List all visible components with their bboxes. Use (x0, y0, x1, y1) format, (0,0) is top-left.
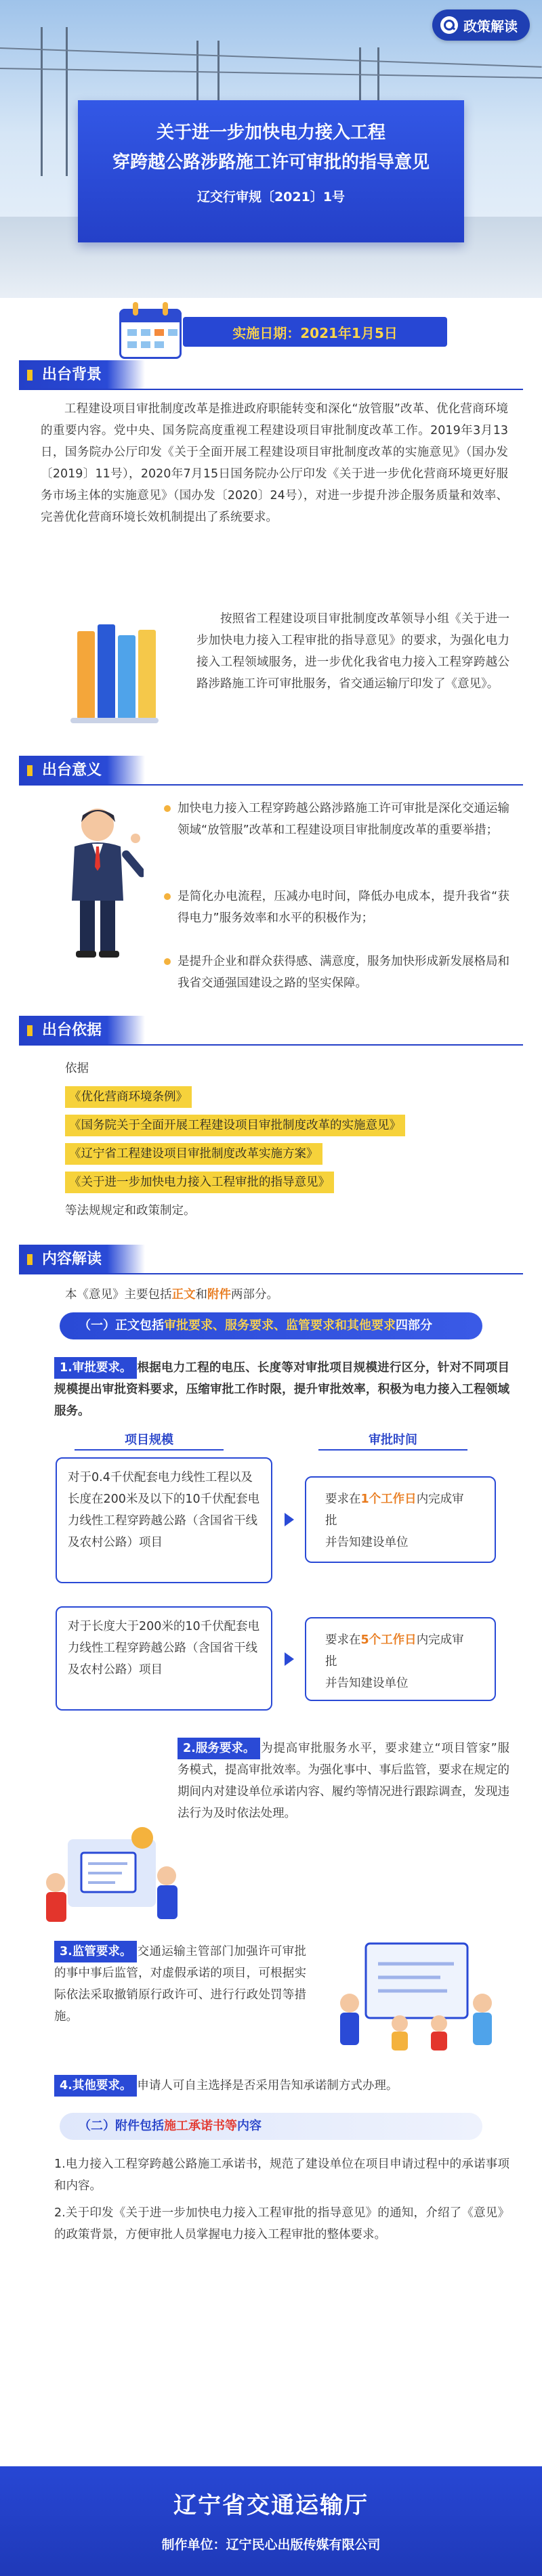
list-item: 是简化办电流程，压减办电时间，降低办电成本，提升我省“获得电力”服务效率和水平的积极作为； (163, 886, 509, 929)
background-paragraph-1: 工程建设项目审批制度改革是推进政府职能转变和深化“放管服”改革、优化营商环境的重要内容。党中央、国务院高度重视工程建设项目审批制度改革工作。2019年3月13日，国务院办公厅印发《关于全面开展工程建设项目审批制度改革的实施意见》（国办发〔2019〕11号），2020年7月15日国务院办公厅印发《关于进一步优化营商环境更好服务市场主体的实施意见》（国办发〔2020〕24号），对进一步提升涉企服务质量和效率、完善优化营商环境长效机制提出了系统要求。 (41, 402, 508, 524)
list-item: 加快电力接入工程穿跨越公路涉路施工许可审批是深化交通运输领域“放管服”改革和工程建设项目审批制度改革的重要举措； (163, 798, 509, 841)
basis-outro: 等法规规定和政策制定。 (65, 1204, 196, 1218)
requirement-approval: 1.审批要求。 根据电力工程的电压、长度等对审批项目规模进行区分，针对不同项目规模提出审批资料要求，压缩审批工作时限，提升审批效率，积极为电力接入工程领域服务。 (54, 1357, 509, 1422)
basis-document: 《优化营商环境条例》 (65, 1086, 192, 1108)
subsection-main-text: （一）正文包括审批要求、服务要求、监管要求和其他要求四部分 (60, 1312, 482, 1339)
section-divider (19, 1044, 523, 1046)
subsection-attachment: （二）附件包括施工承诺书等内容 (60, 2113, 482, 2140)
requirement-supervision: 3.监管要求。 交通运输主管部门加强许可审批的事中事后监管，对虚假承诺的项目，可根据实际依法采取撤销原行政许可、进行行政处罚等措施。 (54, 1941, 306, 2027)
highlight-main-text: 正文 (171, 1288, 196, 1302)
document-number: 辽交行审规〔2021〕1号 (196, 190, 346, 205)
background-paragraph-2: 按照省工程建设项目审批制度改革领导小组《关于进一步加快电力接入工程审批的指导意见》的要求，为强化电力接入工程领域服务，进一步优化我省电力接入工程穿跨越公路涉路施工许可审批服务，省交通运输厅印发了《意见》。 (196, 612, 509, 691)
service-illustration (41, 1815, 190, 1930)
time-box-2: 要求在5个工作日内完成审批 并告知建设单位 (305, 1617, 496, 1701)
requirement-tag: 3.监管要求。 (54, 1941, 137, 1962)
calendar-icon (114, 298, 188, 363)
section-header-basis: 出台依据 (19, 1016, 145, 1046)
footer (0, 2466, 542, 2576)
section-divider (19, 389, 523, 390)
scale-box-2: 对于长度大于200米的10千伏配套电力线性工程穿跨越公路（含国省干线及农村公路）项目 (56, 1606, 272, 1711)
implementation-date: 实施日期：2021年1月5日 (183, 317, 447, 347)
list-item: 是提升企业和群众获得感、满意度，服务加快形成新发展格局和我省交通强国建设之路的坚实保障。 (163, 951, 509, 994)
attachment-item-1: 1.电力接入工程穿跨越公路施工承诺书，规范了建设单位在项目申请过程中的承诺事项和内容。 (54, 2158, 509, 2193)
requirement-tag: 1.审批要求。 (54, 1357, 137, 1379)
section-header-background: 出台背景 (19, 360, 145, 390)
search-icon (440, 16, 458, 34)
column-header-time: 审批时间 (318, 1430, 467, 1448)
section-header-content: 内容解读 (19, 1245, 145, 1274)
hero-banner (0, 0, 542, 298)
footer-producer: 制作单位：辽宁民心出版传媒有限公司 (161, 2537, 381, 2552)
title-card (78, 100, 464, 242)
highlight-attachment: 附件 (207, 1288, 231, 1302)
footer-organization: 辽宁省交通运输厅 (173, 2492, 369, 2519)
arrow-right-icon (285, 1513, 294, 1526)
folders-illustration (75, 618, 163, 719)
page-title-line1: 关于进一步加快电力接入工程 (156, 123, 385, 143)
section-divider (19, 1273, 523, 1274)
requirement-tag: 4.其他要求。 (54, 2075, 137, 2097)
requirement-tag: 2.服务要求。 (178, 1738, 260, 1759)
basis-document: 《辽宁省工程建设项目审批制度改革实施方案》 (65, 1143, 322, 1165)
basis-intro: 依据 (65, 1062, 89, 1075)
policy-tag-label: 政策解读 (463, 18, 518, 35)
power-line-graphic (0, 68, 542, 79)
section-header-significance: 出台意义 (19, 756, 145, 786)
arrow-right-icon (285, 1652, 294, 1666)
page-title-line2: 穿跨越公路涉路施工许可审批的指导意见 (112, 152, 430, 173)
presenter-illustration (56, 799, 144, 962)
basis-document: 《关于进一步加快电力接入工程审批的指导意见》 (65, 1172, 334, 1193)
scale-box-1: 对于0.4千伏配套电力线性工程以及长度在200米及以下的10千伏配套电力线性工程穿跨越公路（含国省干线及农村公路）项目 (56, 1457, 272, 1583)
time-box-1: 要求在1个工作日内完成审批 并告知建设单位 (305, 1476, 496, 1563)
attachment-item-2: 2.关于印发《关于进一步加快电力接入工程审批的指导意见》的通知，介绍了《意见》的政策背景，方便审批人员掌握电力接入工程审批的整体要求。 (54, 2206, 509, 2241)
supervision-illustration (325, 1937, 508, 2052)
content-intro: 本《意见》主要包括正文和附件两部分。 (65, 1288, 278, 1302)
policy-interpretation-tag[interactable] (432, 9, 530, 41)
column-header-scale: 项目规模 (75, 1430, 224, 1448)
requirement-service: 2.服务要求。 为提高审批服务水平，要求建立“项目管家”服务模式，提高审批效率。为强化事中、事后监管，要求在规定的期间内对建设单位承诺内容、履约等情况进行跟踪调查，发现违法行为及时依法处理。 (178, 1738, 509, 1824)
requirement-other: 4.其他要求。 申请人可自主选择是否采用告知承诺制方式办理。 (54, 2075, 509, 2097)
section-divider (19, 784, 523, 786)
power-line-graphic (0, 47, 542, 68)
implementation-date-area (0, 298, 542, 359)
basis-document: 《国务院关于全面开展工程建设项目审批制度改革的实施意见》 (65, 1115, 405, 1136)
